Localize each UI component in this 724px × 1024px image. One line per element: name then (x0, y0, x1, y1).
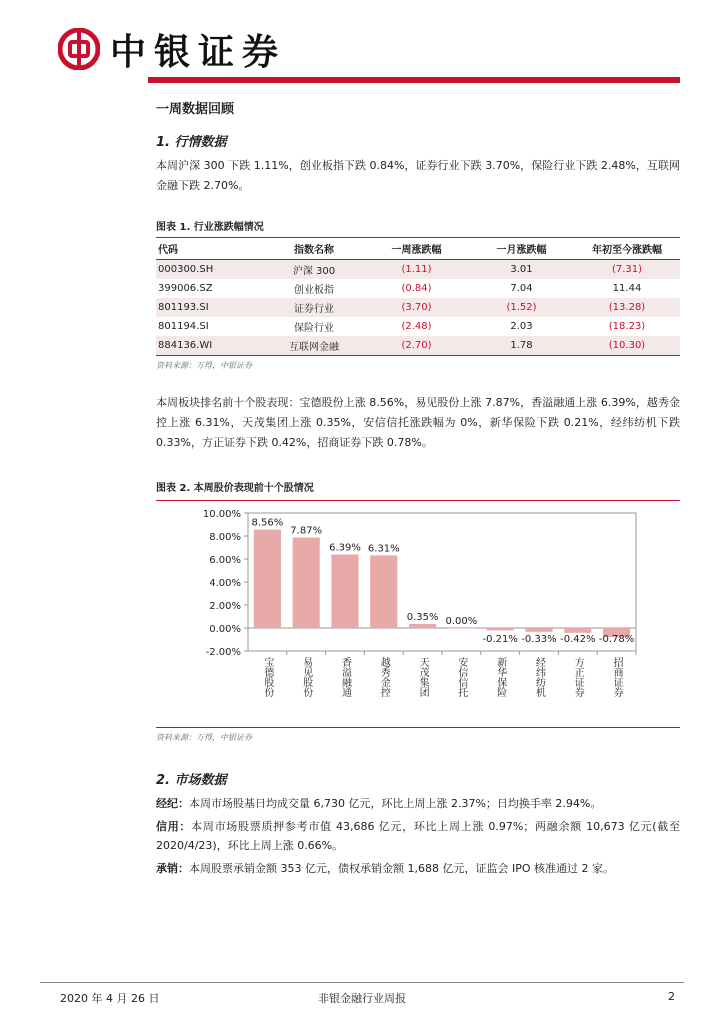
col-month: 一月涨跌幅 (469, 238, 574, 260)
category-label: 方正证券 (572, 657, 584, 697)
col-index-name: 指数名称 (264, 238, 364, 260)
main-content (156, 96, 680, 878)
bar (525, 628, 552, 632)
brokerage-paragraph (156, 794, 680, 813)
col-week: 一周涨跌幅 (364, 238, 469, 260)
brokerage-label: 经纪： (156, 797, 189, 810)
cell-name: 证券行业 (264, 298, 364, 317)
section-title: 一周数据回顾 (156, 102, 235, 117)
cell-month: 7.04 (510, 283, 533, 294)
footer-report-name: 非银金融行业周报 (318, 992, 406, 1005)
cell-ytd: 11.44 (612, 283, 642, 294)
header-rule (148, 77, 680, 83)
col-code: 代码 (156, 238, 264, 260)
bar-value-label: 8.56% (251, 517, 284, 529)
category-label: 天茂集团 (417, 657, 429, 697)
bar-value-label: 6.31% (367, 543, 400, 555)
cell-week: (3.70) (364, 298, 469, 317)
bar (409, 624, 436, 628)
cell-week: (1.11) (364, 260, 469, 280)
category-label: 招商证券 (611, 657, 623, 697)
table1-source: 资料来源：万得，中银证券 (156, 361, 252, 370)
top-stocks-chart (156, 500, 680, 728)
bar (370, 555, 397, 628)
cell-ytd: (10.30) (574, 336, 680, 356)
bar (331, 555, 358, 628)
bar (293, 537, 320, 628)
industry-change-table (156, 237, 680, 356)
bar-value-label: 0.35% (406, 611, 439, 623)
credit-paragraph (156, 817, 680, 855)
bar-value-label: 0.00% (445, 616, 478, 627)
footer-rule (40, 982, 684, 983)
y-tick-label: 8.00% (209, 532, 241, 543)
bar-value-label: -0.78% (598, 634, 635, 645)
market-data-heading: 1. 行情数据 (156, 135, 227, 150)
table-header-row (156, 238, 680, 260)
table-row (156, 260, 680, 280)
cell-ytd: (13.28) (574, 298, 680, 317)
cell-name: 保险行业 (294, 323, 334, 334)
table-row (156, 336, 680, 356)
table1-title: 图表 1. 行业涨跌幅情况 (156, 222, 264, 233)
cell-month: 3.01 (469, 260, 574, 280)
cell-week: (2.70) (364, 336, 469, 356)
category-label: 香溢融通 (339, 657, 351, 697)
bank-of-china-logo-icon (58, 28, 100, 70)
cell-code: 801193.SI (156, 298, 264, 317)
y-tick-label: 0.00% (209, 624, 241, 635)
cell-week: (0.84) (401, 283, 432, 294)
footer-date: 2020 年 4 月 26 日 (60, 992, 160, 1005)
cell-name: 沪深 300 (264, 260, 364, 280)
cell-name: 创业板指 (294, 285, 334, 296)
y-tick-label: 10.00% (202, 509, 241, 520)
bar-value-label: 6.39% (329, 542, 361, 554)
y-tick-label: 6.00% (209, 555, 241, 566)
credit-label: 信用： (156, 820, 192, 833)
category-label: 越秀金控 (378, 657, 390, 697)
category-label: 易见股份 (300, 657, 312, 697)
bar-chart-svg (156, 501, 680, 729)
cell-month: 2.03 (510, 321, 533, 332)
bar-value-label: 7.87% (290, 525, 323, 537)
credit-text: 本周市场股票质押参考市值 43,686 亿元，环比上周上涨 0.97%；两融余额 10,673 亿元(截至 2020/4/23)，环比上周上涨 0.66%。 (156, 820, 680, 852)
cell-week: (2.48) (401, 321, 432, 332)
col-ytd: 年初至今涨跌幅 (574, 238, 680, 260)
page-header (0, 0, 724, 90)
underwriting-paragraph (156, 859, 680, 878)
bar (564, 628, 591, 633)
cell-ytd: (18.23) (608, 321, 646, 332)
top-stocks-paragraph: 本周板块排名前十个股表现：宝德股份上涨 8.56%，易见股份上涨 7.87%，香溢融通上涨 6.39%，越秀金控上涨 6.31%，天茂集团上涨 0.35%，安信信托涨跌幅为 0%，新华保险下跌 0.21%，经纬纺机下跌 0.33%，方正证券下跌 0.42%，招商证券下跌 0.78%。 (156, 396, 680, 449)
chart-title: 图表 2. 本周股价表现前十个股情况 (156, 483, 314, 494)
cell-code: 884136.WI (156, 336, 264, 356)
brokerage-text: 本周市场股基日均成交量 6,730 亿元，环比上周上涨 2.37%；日均换手率 2.94%。 (189, 797, 602, 810)
bar (487, 628, 514, 630)
underwriting-label: 承销： (156, 862, 189, 875)
table-row (156, 279, 680, 298)
cell-month: (1.52) (469, 298, 574, 317)
bar (448, 628, 475, 629)
cell-code: 399006.SZ (158, 283, 213, 294)
underwriting-text: 本周股票承销金额 353 亿元，债权承销金额 1,688 亿元，证监会 IPO 核准通过 2 家。 (189, 862, 614, 875)
y-tick-label: -2.00% (205, 647, 241, 658)
market-stats-heading: 2. 市场数据 (156, 773, 227, 788)
bar-value-label: -0.21% (482, 634, 518, 645)
chart-source: 资料来源：万得，中银证券 (156, 733, 252, 742)
market-summary-paragraph: 本周沪深 300 下跌 1.11%，创业板指下跌 0.84%，证券行业下跌 3.70%，保险行业下跌 2.48%，互联网金融下跌 2.70%。 (156, 159, 680, 192)
cell-code: 801194.SI (158, 321, 209, 332)
category-label: 宝德股份 (261, 657, 273, 697)
bar-value-label: -0.33% (521, 634, 557, 645)
cell-month: 1.78 (469, 336, 574, 356)
cell-ytd: (7.31) (574, 260, 680, 280)
bar (254, 530, 281, 628)
category-label: 新华保险 (494, 657, 506, 697)
category-label: 经纬纺机 (533, 657, 545, 697)
table-row (156, 317, 680, 336)
page-number: 2 (668, 990, 675, 1003)
cell-name: 互联网金融 (264, 336, 364, 356)
cell-code: 000300.SH (156, 260, 264, 280)
bar-value-label: -0.42% (560, 634, 596, 645)
table-row (156, 298, 680, 317)
brand-name: 中银证券 (110, 31, 287, 73)
y-tick-label: 2.00% (209, 601, 241, 612)
y-tick-label: 4.00% (209, 578, 241, 589)
category-label: 安信信托 (455, 657, 467, 697)
